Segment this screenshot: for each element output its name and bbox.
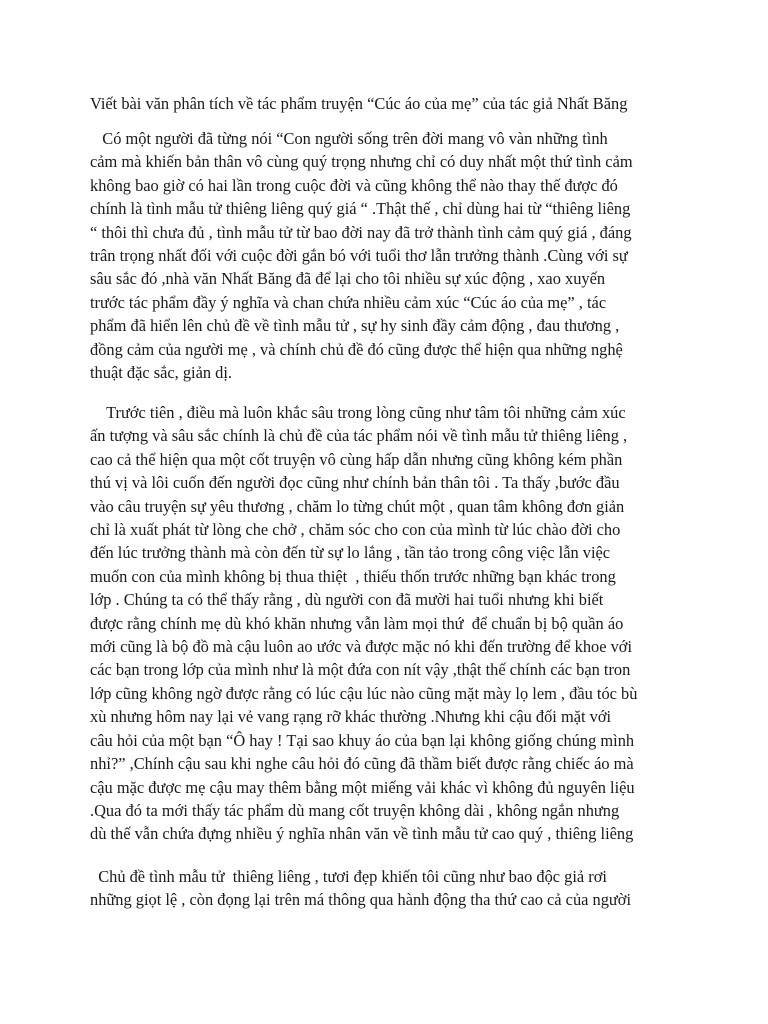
paragraph-intro: Có một người đã từng nói “Con người sống trên đời mang vô vàn những tình cảm mà khiến bản thân vô cùng quý trọng nhưng chỉ có duy nhất một thứ tình cảm không bao giờ có hai lần trong cuộc đời và cũng không thể nào thay thế được đó chính là tình mẫu tử thiêng liêng quý giá “ .Thật thế , chỉ dùng hai từ “thiêng liêng “ thôi thì chưa đủ , tình mẫu tử từ bao đời nay đã trở thành tình cảm quý giá , đáng trân trọng nhất đối với cuộc đời gắn bó với tuổi thơ lẫn trưởng thành .Cùng với sự sâu sắc đó ,nhà văn Nhất Băng đã để lại cho tôi nhiều sự xúc động , xao xuyến trước tác phẩm đầy ý nghĩa và chan chứa nhiều cảm xúc “Cúc áo của mẹ” , tác phẩm đã hiển lên chủ đề về tình mẫu tử , sự hy sinh đầy cảm động , đau thương , đồng cảm của người mẹ , và chính chủ đề đó cũng được thể hiện qua những nghệ thuật đặc sắc, giản dị. <box>90 129 633 383</box>
document-title: Viết bài văn phân tích về tác phẩm truyện “Cúc áo của mẹ” của tác giả Nhất Băng <box>90 94 628 113</box>
paragraph-continuation: Chủ đề tình mẫu tử thiêng liêng , tươi đẹp khiến tôi cũng như bao độc giả rơi những giọt lệ , còn đọng lại trên má thông qua hành động tha thứ cao cả của người <box>90 867 632 910</box>
paragraph-body: Trước tiên , điều mà luôn khắc sâu trong lòng cũng như tâm tôi những cảm xúc ấn tượng và sâu sắc chính là chủ đề của tác phẩm nói về tình mẫu tử thiêng liêng , cao cả thể hiện qua một cốt truyện vô cùng hấp dẫn nhưng cũng không kém phần thú vị và lôi cuốn đến người đọc cũng như chính bản thân tôi . Ta thấy ,bước đầu vào câu truyện sự yêu thương , chăm lo từng chút một , quan tâm không đơn giản chỉ là xuất phát từ lòng che chở , chăm sóc cho con của mình từ lúc chào đời cho đến lúc trưởng thành mà còn đến từ sự lo lắng , tần tảo trong công việc lẫn việc muốn con của mình không bị thua thiệt , thiếu thốn trước những bạn khác trong lớp . Chúng ta có thể thấy rằng , dù người con đã mười hai tuổi nhưng khi biết được rằng chính mẹ dù khó khăn nhưng vẫn làm mọi thứ để chuẩn bị bộ quần áo mới cũng là bộ đồ mà cậu luôn ao ước và được mặc nó khi đến trường để khoe với các bạn trong lớp của mình như là một đứa con nít vậy ,thật thế chính các bạn tron lớp cũng không ngờ được rằng có lúc cậu lúc nào cũng mặt mày lọ lem , đầu tóc bù xù nhưng hôm nay lại vẻ vang rạng rỡ khác thường .Nhưng khi cậu đối mặt với câu hỏi của một bạn “Ô hay ! Tại sao khuy áo của bạn lại không giống chúng mình nhỉ?” ,Chính cậu sau khi nghe câu hỏi đó cũng đã thầm biết được rằng chiếc áo mà cậu mặc được mẹ cậu may thêm bằng một miếng vải khác vì không đủ nguyên liệu .Qua đó ta mới thấy tác phẩm dù mang cốt truyện không dài , không ngắn nhưng dù thế vẫn chứa đựng nhiều ý nghĩa nhân văn về tình mẫu tử cao quý , thiêng liêng <box>90 403 638 844</box>
